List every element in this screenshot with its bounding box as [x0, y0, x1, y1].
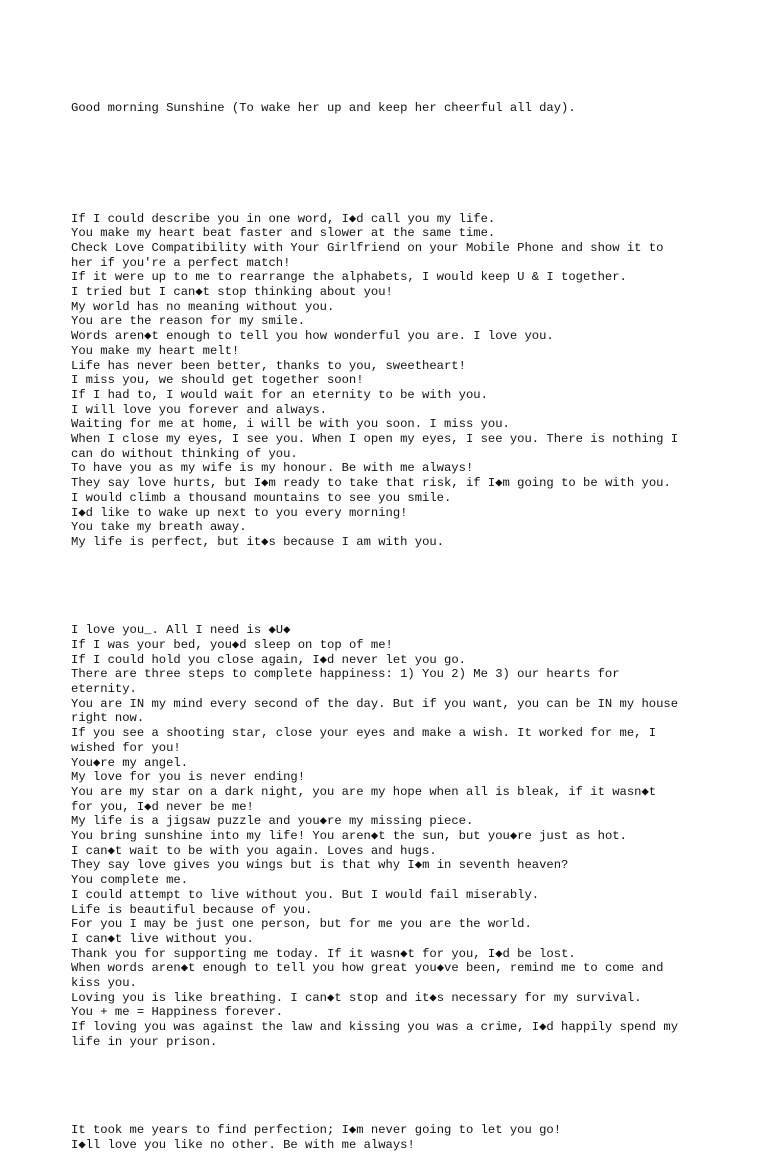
message-line: My world has no meaning without you. [71, 299, 335, 314]
message-line: You bring sunshine into my life! You aren◆t the sun, but you◆re just as hot. [71, 829, 627, 844]
message-line: I would climb a thousand mountains to see you smile. [71, 490, 452, 505]
message-line: You take my breath away. [71, 520, 247, 535]
document-page [71, 72, 711, 1167]
message-line: If you see a shooting star, close your eyes and make a wish. It worked for me, I wished for you! [71, 726, 657, 755]
message-line: They say love hurts, but I◆m ready to take that risk, if I◆m going to be with you. [71, 476, 671, 491]
message-line: I can◆t live without you. [71, 931, 254, 946]
message-line: You◆re my angel. [71, 755, 189, 770]
message-line: Life has never been better, thanks to you, sweetheart! [71, 358, 466, 373]
message-line: If I could hold you close again, I◆d never let you go. [71, 652, 466, 667]
message-line: They say love gives you wings but is that why I◆m in seventh heaven? [71, 858, 569, 873]
message-line: My love for you is never ending! [71, 770, 306, 785]
message-line: I◆ll love you like no other. Be with me always! [71, 1137, 415, 1152]
message-line: It took me years to find perfection; I◆m never going to let you go! [71, 1123, 562, 1138]
message-line: I can◆t wait to be with you again. Loves and hugs. [71, 843, 437, 858]
message-line: I love you_. All I need is ◆U◆ [71, 623, 291, 638]
message-line: If I had to, I would wait for an eternity to be with you. [71, 387, 488, 402]
message-line: Check Love Compatibility with Your Girlfriend on your Mobile Phone and show it to her if you're a perfect match! [71, 240, 664, 270]
message-line: You + me = Happiness forever. [71, 1005, 284, 1020]
message-line: Words aren◆t enough to tell you how wonderful you are. I love you. [71, 329, 554, 344]
message-line: I◆d like to wake up next to you every morning! [71, 505, 408, 520]
message-line: For you I may be just one person, but for me you are the world. [71, 917, 532, 932]
message-line: I could attempt to live without you. But I would fail miserably. [71, 887, 540, 902]
message-line: You are my star on a dark night, you are my hope when all is bleak, if it wasn◆t for you, I◆d never be me! [71, 784, 657, 814]
message-line: You make my heart melt! [71, 343, 240, 358]
message-section-3 [71, 1123, 711, 1152]
message-line: I tried but I can◆t stop thinking about you! [71, 285, 393, 300]
message-line: Loving you is like breathing. I can◆t stop and it◆s necessary for my survival. [71, 990, 642, 1005]
message-line: If I could describe you in one word, I◆d call you my life. [71, 211, 496, 226]
document-title: Good morning Sunshine (To wake her up and keep her cheerful all day). [71, 101, 576, 116]
message-line: If I was your bed, you◆d sleep on top of me! [71, 637, 393, 652]
message-line: My life is a jigsaw puzzle and you◆re my missing piece. [71, 814, 474, 829]
message-line: My life is perfect, but it◆s because I am with you. [71, 534, 445, 549]
spacer [71, 579, 711, 594]
message-line: I miss you, we should get together soon! [71, 373, 364, 388]
message-line: If it were up to me to rearrange the alphabets, I would keep U & I together. [71, 270, 627, 285]
message-line: Life is beautiful because of you. [71, 902, 313, 917]
message-line: Waiting for me at home, i will be with you soon. I miss you. [71, 417, 510, 432]
message-line: If loving you was against the law and kissing you was a crime, I◆d happily spend my life in your prison. [71, 1020, 679, 1049]
message-line: When I close my eyes, I see you. When I open my eyes, I see you. There is nothing I can do without thinking of you. [71, 432, 679, 461]
message-line: You are the reason for my smile. [71, 314, 306, 329]
message-line: You are IN my mind every second of the day. But if you want, you can be IN my house right now. [71, 696, 679, 726]
message-line: When words aren◆t enough to tell you how great you◆ve been, remind me to come and kiss you. [71, 961, 664, 991]
message-line: Thank you for supporting me today. If it wasn◆t for you, I◆d be lost. [71, 946, 576, 961]
message-line: You complete me. [71, 873, 189, 888]
message-line: I will love you forever and always. [71, 402, 327, 417]
spacer [71, 1079, 711, 1094]
spacer [71, 146, 711, 183]
message-line: To have you as my wife is my honour. Be with me always! [71, 461, 474, 476]
message-line: You make my heart beat faster and slower at the same time. [71, 226, 496, 241]
message-line: There are three steps to complete happiness: 1) You 2) Me 3) our hearts for eternity. [71, 667, 620, 696]
message-section-2 [71, 623, 711, 1049]
message-section-1 [71, 212, 711, 550]
